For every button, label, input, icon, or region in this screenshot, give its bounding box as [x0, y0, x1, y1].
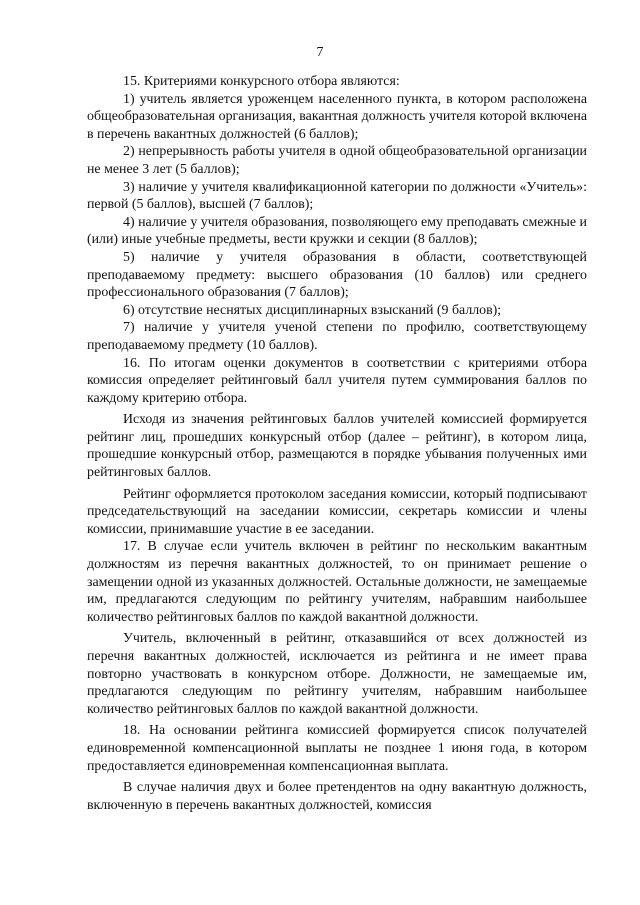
criterion-5: 5) наличие у учителя образования в области, соответствующей преподаваемому предмету: высшего образования (10 баллов) или среднего профессионального образования (7 баллов);	[87, 249, 587, 301]
paragraph-multiple-candidates: В случае наличия двух и более претендентов на одну вакантную должность, включенную в перечень вакантных должностей, комиссия	[87, 780, 587, 813]
paragraph-refusal: Учитель, включенный в рейтинг, отказавшийся от всех должностей из перечня вакантных должностей, исключается из рейтинга и не имеет права повторно участвовать в конкурсном отборе. Должности, не замещаемые им, предлагаются следующим по рейтингу учителям, набравшим наибольшее количество рейтинговых баллов по каждой вакантной должности.	[87, 631, 587, 717]
criterion-4: 4) наличие у учителя образования, позволяющего ему преподавать смежные и (или) иные учебные предметы, вести кружки и секции (8 баллов);	[87, 214, 587, 248]
document-body	[87, 73, 587, 814]
criterion-1: 1) учитель является уроженцем населенного пункта, в котором расположена общеобразовательная организация, вакантная должность учителя которой включена в перечень вакантных должностей (6 баллов);	[87, 91, 587, 142]
paragraph-rating-formation: Исходя из значения рейтинговых баллов учителей комиссией формируется рейтинг лиц, прошедших конкурсный отбор (далее – рейтинг), в котором лица, прошедшие конкурсный отбор, размещаются в порядке убывания полученных ими рейтинговых баллов.	[87, 412, 587, 481]
page-number: 7	[316, 45, 324, 60]
paragraph-18: 18. На основании рейтинга комиссией формируется список получателей единовременной компенсационной выплаты не позднее 1 июня года, в котором предоставляется единовременная компенсационная выплата.	[87, 723, 587, 774]
paragraph-criteria-heading: 15. Критериями конкурсного отбора являются:	[123, 74, 400, 89]
paragraph-16: 16. По итогам оценки документов в соответствии с критериями отбора комиссия определяет рейтинговый балл учителя путем суммирования баллов по каждому критерию отбора.	[87, 355, 587, 406]
paragraph-17: 17. В случае если учитель включен в рейтинг по нескольким вакантным должностям из перечня вакантных должностей, то он принимает решение о замещении одной из указанных должностей. Остальные должности, не замещаемые им, предлагаются следующим по рейтингу учителям, набравшим наибольшее количество рейтинговых баллов по каждой вакантной должности.	[87, 539, 587, 625]
criterion-7: 7) наличие у учителя ученой степени по профилю, соответствующему преподаваемому предмету (10 баллов).	[87, 320, 587, 353]
criterion-6: 6) отсутствие неснятых дисциплинарных взысканий (9 баллов);	[123, 302, 502, 318]
criterion-3: 3) наличие у учителя квалификационной категории по должности «Учитель»: первой (5 баллов), высшей (7 баллов);	[87, 179, 587, 213]
criterion-2: 2) непрерывность работы учителя в одной общеобразовательной организации не менее 3 лет (5 баллов);	[87, 144, 587, 177]
paragraph-rating-protocol: Рейтинг оформляется протоколом заседания комиссии, который подписывают председательствующий на заседании комиссии, секретарь комиссии и члены комиссии, принимавшие участие в ее заседании.	[87, 486, 587, 537]
